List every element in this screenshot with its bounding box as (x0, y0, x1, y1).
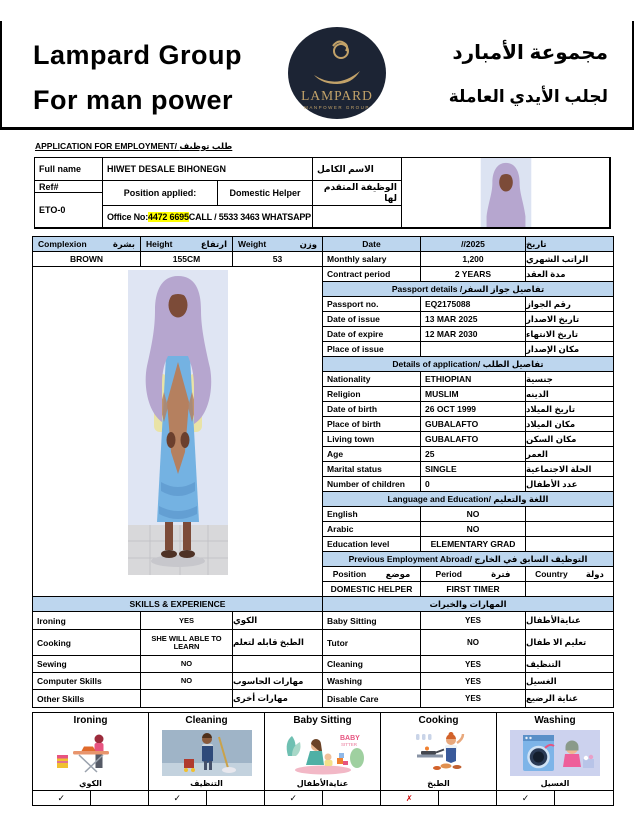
skill-value: SHE WILL ABLE TO LEARN (141, 630, 233, 655)
field-label: Date of issue (323, 312, 421, 326)
skill-label-arabic: عنايةالأطفال (526, 615, 581, 625)
check-mark-icon: ✓ (173, 792, 182, 803)
field-label: English (323, 507, 421, 521)
full-name-value: HIWET DESALE BIHONEGN (103, 158, 313, 181)
washing-illustration (497, 728, 613, 777)
skill-label: Other Skills (33, 690, 141, 707)
details-column-cell (421, 567, 526, 581)
field-label: Nationality (323, 372, 421, 386)
cross-mark-icon: ✗ (405, 793, 413, 803)
field-label: Date (323, 237, 421, 251)
skill-label: Ironing (33, 612, 141, 629)
field-label-arabic: رقم الجواز (526, 298, 571, 309)
field-label-arabic (526, 522, 613, 536)
position-applied-value: Domestic Helper (218, 181, 313, 206)
details-column-cell (421, 582, 526, 596)
check-cell (381, 791, 439, 805)
field-label-arabic: مكان الميلاد (526, 418, 576, 429)
field-label: Number of children (323, 477, 421, 491)
company-name-english (33, 33, 242, 123)
skill-value: YES (421, 690, 526, 707)
skill-label: Computer Skills (33, 673, 141, 689)
skills-row (33, 656, 613, 673)
skill-card-title: Washing (534, 715, 576, 726)
field-label: Date of birth (323, 402, 421, 416)
skill-value (141, 690, 233, 707)
company-logo (287, 26, 387, 120)
skill-card-check-row (381, 790, 496, 805)
skill-value: NO (141, 656, 233, 672)
field-label-arabic: مكان الإصدار (526, 343, 580, 354)
field-value: ETHIOPIAN (421, 372, 526, 386)
column-label-arabic: موضع (385, 568, 411, 579)
skill-value: YES (421, 673, 526, 689)
field-label-arabic: الدينه (526, 388, 549, 399)
field-label: Age (323, 447, 421, 461)
skill-card-label-arabic: عنايةالأطفال (296, 779, 349, 788)
field-label-arabic (526, 507, 613, 521)
skill-card-label-arabic: الغسيل (540, 779, 570, 788)
field-label: Monthly salary (323, 252, 421, 266)
field-value: NO (421, 507, 526, 521)
skills-row (33, 690, 613, 707)
details-column-cell (323, 567, 421, 581)
details-row (323, 297, 613, 312)
skill-card-label-arabic: الطبخ (427, 779, 450, 788)
field-value: //2025 (421, 237, 526, 251)
physical-header-cell (233, 237, 323, 252)
details-row (323, 402, 613, 417)
skill-label: Disable Care (323, 690, 421, 707)
skill-label-arabic: الكوي (233, 612, 323, 629)
details-row (323, 372, 613, 387)
details-row (323, 312, 613, 327)
skill-card-check-row (497, 790, 613, 805)
empty-check-cell (91, 791, 149, 805)
column-label-english: Country (535, 569, 568, 579)
field-value (421, 342, 526, 356)
details-row (323, 342, 613, 357)
details-column-cell (526, 567, 613, 581)
skill-label: Sewing (33, 656, 141, 672)
field-value: 13 MAR 2025 (421, 312, 526, 326)
svg-text:MANPOWER GROUP: MANPOWER GROUP (304, 105, 370, 110)
position-applied-label: Position applied: (103, 181, 218, 206)
empty-check-cell (555, 791, 613, 805)
skill-cards-table (32, 712, 614, 806)
field-label: Living town (323, 432, 421, 446)
empty-cell (313, 206, 402, 228)
field-value: GUBALAFTO (421, 417, 526, 431)
field-value: GUBALAFTO (421, 432, 526, 446)
skill-label: Baby Sitting (323, 612, 421, 629)
physical-header-row (33, 237, 323, 252)
field-value: 2 YEARS (421, 267, 526, 281)
applicant-id-photo (402, 158, 610, 228)
skill-card (33, 713, 149, 805)
skill-value: NO (421, 630, 526, 655)
skill-label-arabic: الغسيل (526, 675, 557, 686)
field-label-arabic: عدد الأطفال (526, 478, 578, 489)
field-label: Education level (323, 537, 421, 551)
physical-header-label: Complexion (38, 239, 87, 249)
details-row (323, 477, 613, 492)
company-name-line1: Lampard Group (33, 40, 243, 70)
skills-row (33, 673, 613, 690)
skill-card-check-row (265, 790, 380, 805)
skills-section-header (33, 597, 613, 612)
physical-value-cell: 53 (233, 252, 323, 267)
details-rows (323, 237, 613, 597)
id-photo-image (480, 158, 532, 228)
column-label-english: FIRST TIMER (446, 584, 500, 594)
physical-and-photo-panel (33, 237, 323, 597)
field-label-arabic (526, 537, 613, 551)
skill-value: YES (141, 612, 233, 629)
position-label-arabic: الوظيفة المتقدم لها (313, 181, 402, 206)
physical-value-cell: BROWN (33, 252, 141, 267)
field-label: Arabic (323, 522, 421, 536)
skills-header-arabic: المهارات والخبرات (323, 597, 613, 611)
field-label: Passport no. (323, 297, 421, 311)
ref-label: Ref# (35, 181, 103, 193)
skill-card (497, 713, 613, 805)
skill-card (381, 713, 497, 805)
babysitting-illustration (265, 728, 380, 777)
company-name-arabic-line2: لجلب الأيدي العاملة (448, 87, 608, 106)
check-cell (265, 791, 323, 805)
skill-label: Washing (323, 673, 421, 689)
empty-check-cell (439, 791, 497, 805)
physical-header-label: Height (146, 239, 173, 249)
details-row (323, 252, 613, 267)
skill-label-arabic (233, 656, 323, 672)
details-row (323, 507, 613, 522)
skill-label: Tutor (323, 630, 421, 655)
details-row (323, 327, 613, 342)
company-name-arabic-line1: مجموعة الأمبارد (452, 42, 608, 64)
field-label: Place of birth (323, 417, 421, 431)
field-value: ELEMENTARY GRAD (421, 537, 526, 551)
skills-row (33, 630, 613, 656)
empty-check-cell (207, 791, 265, 805)
physical-value-cell: 155CM (141, 252, 233, 267)
svg-text:SITTER: SITTER (340, 741, 357, 747)
details-columns-row (323, 582, 613, 597)
full-name-label-arabic: الاسم الكامل (313, 158, 402, 181)
field-value: 25 (421, 447, 526, 461)
cooking-illustration (381, 728, 496, 777)
field-value: MUSLIM (421, 387, 526, 401)
full-name-label: Full name (35, 158, 103, 181)
applicant-photo (33, 267, 323, 597)
skill-card-label-arabic: التنظيف (190, 779, 223, 788)
check-mark-icon: ✓ (289, 792, 298, 803)
physical-header-label-arabic: بشرة (112, 238, 135, 249)
svg-text:LAMPARD: LAMPARD (301, 88, 373, 103)
physical-header-label-arabic: وزن (299, 238, 317, 249)
skill-label-arabic: تعليم الا طفال (526, 637, 587, 647)
svg-text:BABY: BABY (339, 734, 360, 742)
details-section-header: Details of application/ تفاصيل الطلب (323, 357, 613, 372)
skill-label-arabic: التنظيف (526, 658, 561, 669)
field-label-arabic: مدة العقد (526, 268, 566, 279)
details-row (323, 432, 613, 447)
details-row (323, 537, 613, 552)
skill-label-arabic: عناية الرضيع (526, 693, 579, 703)
field-label-arabic: مكان السكن (526, 433, 577, 444)
skill-label: Cooking (33, 630, 141, 655)
field-label-arabic: تاريخ الانتهاء (526, 328, 579, 339)
skill-value: YES (421, 656, 526, 672)
physical-values-row (33, 252, 323, 267)
field-label: Marital status (323, 462, 421, 476)
field-label: Contract period (323, 267, 421, 281)
column-label-arabic: دولة (585, 568, 604, 579)
skills-rows (33, 612, 613, 707)
details-row (323, 267, 613, 282)
check-cell (33, 791, 91, 805)
details-columns-row (323, 567, 613, 582)
field-value: EQ2175088 (421, 297, 526, 311)
full-body-photo-image (128, 270, 228, 575)
field-value: 1,200 (421, 252, 526, 266)
field-value: NO (421, 522, 526, 536)
field-label-arabic: الراتب الشهري (526, 253, 589, 264)
company-name-line2: For man power (33, 85, 234, 115)
office-phone-highlight: 4472 6695 (148, 211, 189, 222)
details-column-cell (526, 582, 613, 596)
check-mark-icon: ✓ (521, 792, 530, 803)
field-value: 26 OCT 1999 (421, 402, 526, 416)
company-name-arabic (449, 40, 608, 107)
skills-row (33, 612, 613, 630)
ref-value: ETO-0 (35, 193, 103, 228)
field-value: SINGLE (421, 462, 526, 476)
details-section-header: Language and Education/ اللغة والتعليم (323, 492, 613, 507)
details-row (323, 417, 613, 432)
applicant-details-table (32, 236, 614, 708)
skills-header-english: SKILLS & EXPERIENCE (33, 597, 323, 611)
field-label-arabic: تاريخ الاصدار (526, 313, 580, 324)
field-label-arabic: العمر (526, 448, 548, 459)
details-row (323, 387, 613, 402)
skill-card-title: Cleaning (185, 715, 228, 726)
details-section-header: Passport details /تفاصيل جواز السفر (323, 282, 613, 297)
details-row (323, 462, 613, 477)
ironing-illustration (33, 728, 148, 777)
physical-header-cell (141, 237, 233, 252)
field-label-arabic: تاريخ الميلاد (526, 403, 576, 414)
field-label: Date of expire (323, 327, 421, 341)
skill-label-arabic: مهارات أخرى (233, 690, 323, 707)
physical-header-label: Weight (238, 239, 267, 249)
physical-header-cell (33, 237, 141, 252)
applicant-id-table (34, 157, 611, 229)
skill-card-label-arabic: الكوي (79, 779, 102, 788)
skill-label: Cleaning (323, 656, 421, 672)
column-label-english: DOMESTIC HELPER (330, 584, 413, 594)
details-row (323, 447, 613, 462)
field-label-arabic: جنسية (526, 373, 553, 384)
header-divider (0, 127, 634, 130)
physical-header-label-arabic: ارتفاع (200, 238, 227, 249)
skill-value: YES (421, 612, 526, 629)
column-label-arabic: فترة (491, 568, 511, 579)
skill-card-title: Baby Sitting (293, 715, 352, 726)
check-mark-icon: ✓ (57, 792, 66, 803)
skill-card-check-row (33, 790, 148, 805)
skill-value: NO (141, 673, 233, 689)
skill-label-arabic: الطبخ قابله لتعلم (233, 630, 323, 655)
check-cell (497, 791, 555, 805)
empty-check-cell (323, 791, 381, 805)
details-column-cell (323, 582, 421, 596)
field-label-arabic: تاريخ (526, 238, 547, 249)
skill-card-title: Cooking (418, 715, 459, 726)
field-label-arabic: الحلة الاجتماعية (526, 463, 592, 474)
lampard-logo-icon (287, 26, 387, 120)
skill-label-arabic: مهارات الحاسوب (233, 673, 323, 689)
application-title: APPLICATION FOR EMPLOYMENT/ طلب توظيف (35, 141, 233, 151)
field-label: Religion (323, 387, 421, 401)
field-value: 0 (421, 477, 526, 491)
field-value: 12 MAR 2030 (421, 327, 526, 341)
cleaning-illustration (149, 728, 264, 777)
field-label: Place of issue (323, 342, 421, 356)
details-section-header: Previous Employment Abroad/ التوظيف السابق في الخارج (323, 552, 613, 567)
details-row (323, 522, 613, 537)
column-label-english: Period (435, 569, 462, 579)
check-cell (149, 791, 207, 805)
office-contact-line: Office No: 4472 6695 CALL / 5533 3463 WHATSAPP (103, 206, 313, 228)
skill-card (149, 713, 265, 805)
details-row (323, 237, 613, 252)
skill-card (265, 713, 381, 805)
skill-card-check-row (149, 790, 264, 805)
column-label-english: Position (332, 569, 367, 579)
skill-card-title: Ironing (73, 715, 108, 726)
